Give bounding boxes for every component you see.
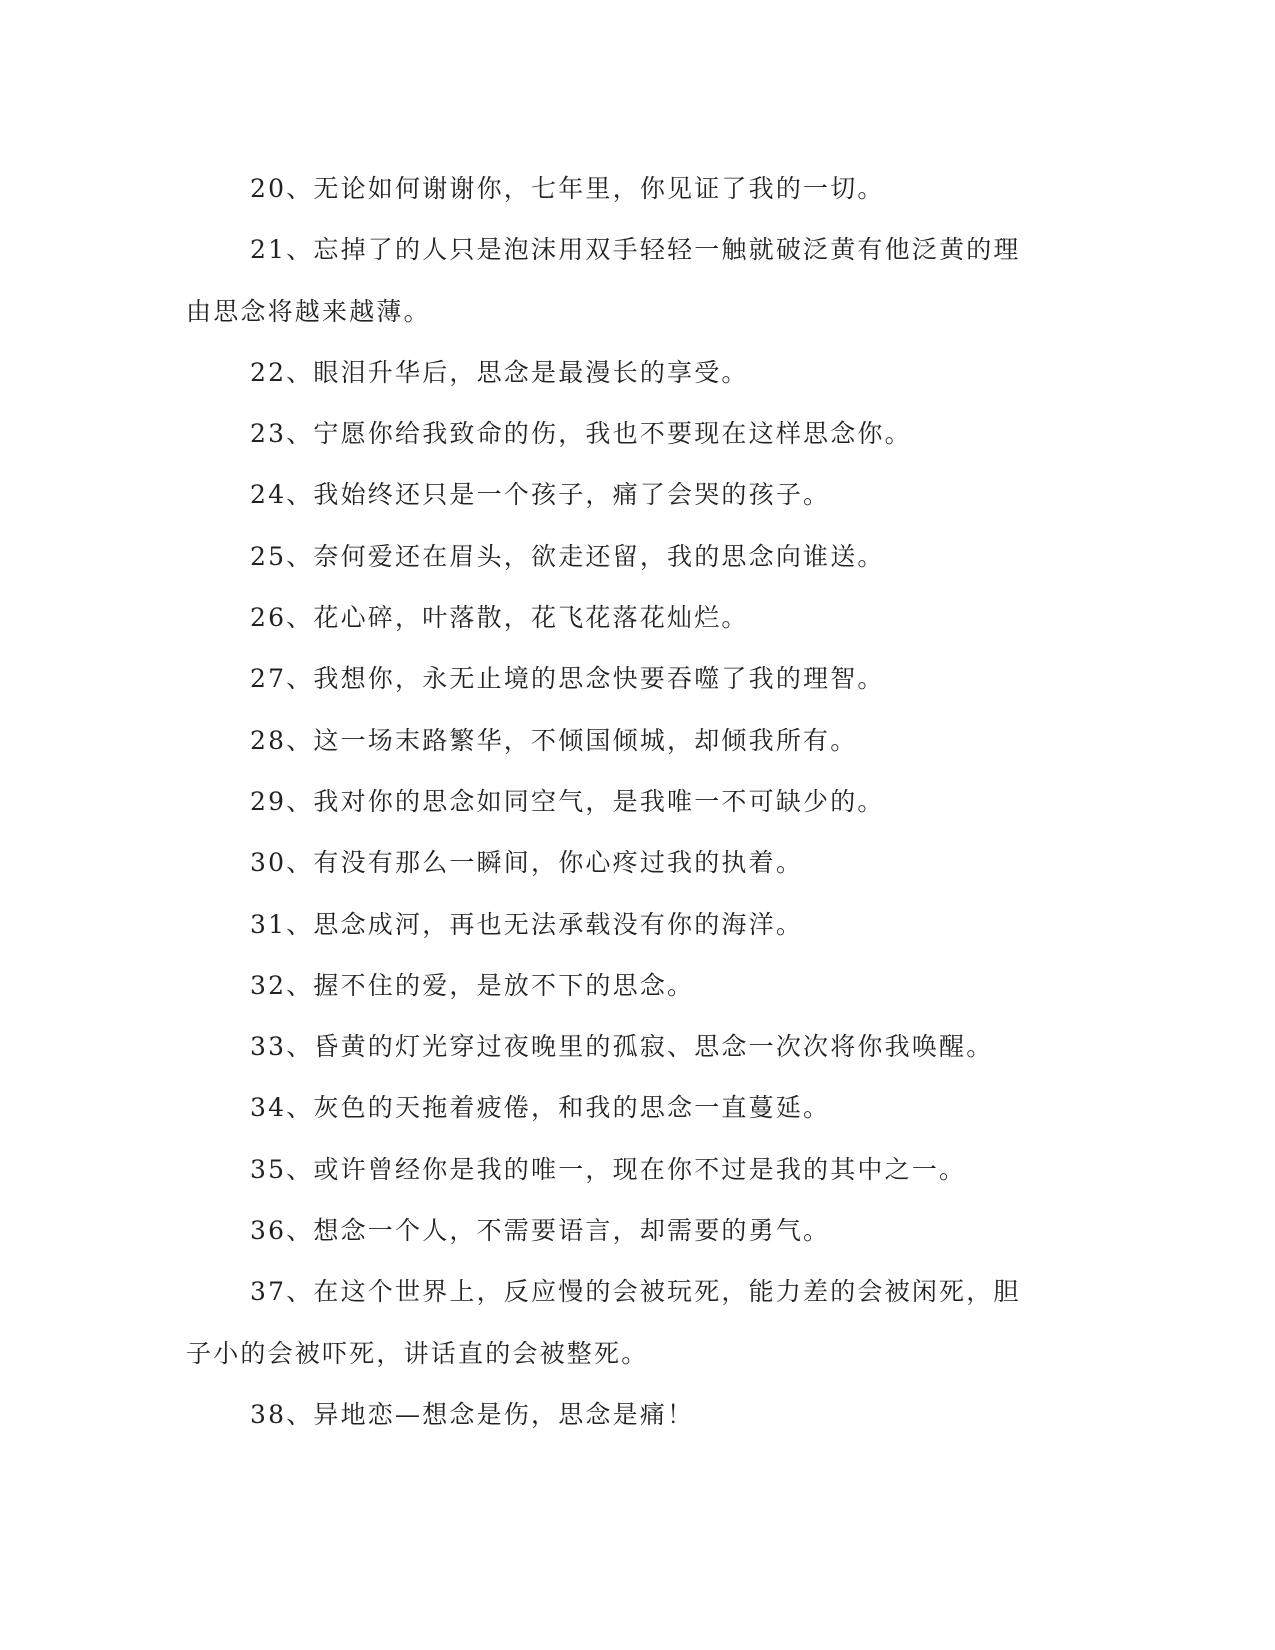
document-body xyxy=(186,158,1046,1445)
list-item-30: 30、有没有那么一瞬间，你心疼过我的执着。 xyxy=(250,848,804,878)
list-item-20: 20、无论如何谢谢你，七年里，你见证了我的一切。 xyxy=(250,174,885,203)
list-item-33: 33、昏黄的灯光穿过夜晚里的孤寂、思念一次次将你我唤醒。 xyxy=(250,1032,994,1062)
list-item-29: 29、我对你的思念如同空气，是我唯一不可缺少的。 xyxy=(250,786,885,816)
list-item-25: 25、奈何爱还在眉头，欲走还留，我的思念向谁送。 xyxy=(250,541,885,571)
list-item-23: 23、宁愿你给我致命的伤，我也不要现在这样思念你。 xyxy=(250,419,912,449)
list-item-28: 28、这一场末路繁华，不倾国倾城，却倾我所有。 xyxy=(250,725,858,755)
list-item-27: 27、我想你，永无止境的思念快要吞噬了我的理智。 xyxy=(250,664,885,694)
list-item-36: 36、想念一个人，不需要语言，却需要的勇气。 xyxy=(250,1216,831,1246)
list-item-22: 22、眼泪升华后，思念是最漫长的享受。 xyxy=(250,357,749,387)
list-item-34: 34、灰色的天拖着疲倦，和我的思念一直蔓延。 xyxy=(250,1093,831,1123)
list-item-26: 26、花心碎，叶落散，花飞花落花灿烂。 xyxy=(250,603,749,633)
list-item-21: 21、忘掉了的人只是泡沫用双手轻轻一触就破泛黄有他泛黄的理由思念将越来越薄。 xyxy=(186,235,1021,326)
list-item-32: 32、握不住的爱，是放不下的思念。 xyxy=(250,970,695,1000)
list-item-31: 31、思念成河，再也无法承载没有你的海洋。 xyxy=(250,909,804,939)
list-item-24: 24、我始终还只是一个孩子，痛了会哭的孩子。 xyxy=(250,480,831,510)
list-item-35: 35、或许曾经你是我的唯一，现在你不过是我的其中之一。 xyxy=(250,1154,967,1184)
list-item-38: 38、异地恋—想念是伤，思念是痛！ xyxy=(250,1399,695,1429)
list-item-37: 37、在这个世界上，反应慢的会被玩死，能力差的会被闲死，胆子小的会被吓死，讲话直的会被整死。 xyxy=(186,1277,1021,1368)
